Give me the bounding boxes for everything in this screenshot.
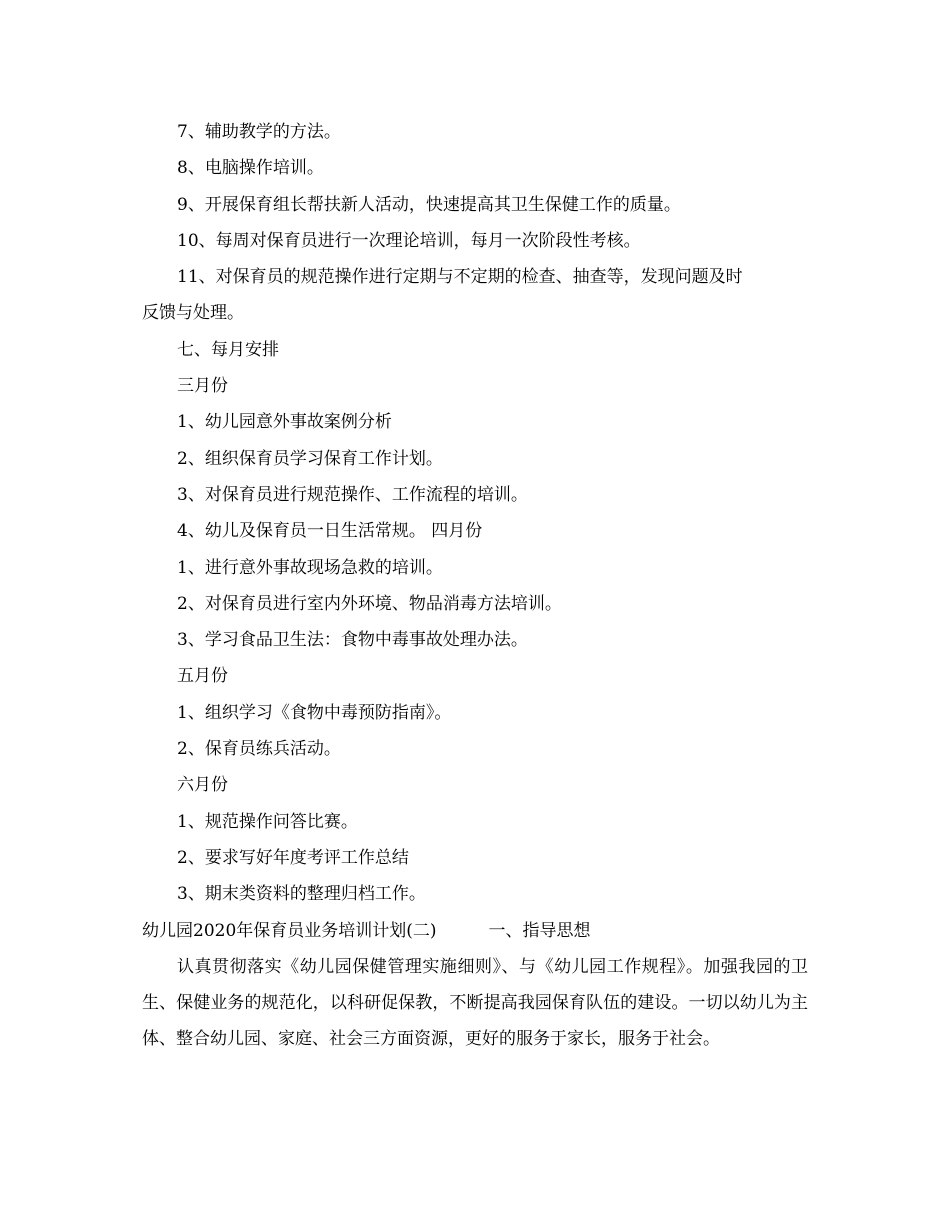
plan2-heading-line [142,913,808,949]
june-item-1: 1、规范操作问答比赛。 [177,811,358,832]
april-item-3: 3、学习食品卫生法：食物中毒事故处理办法。 [177,630,528,651]
march-item-4: 4、幼儿及保育员一日生活常规。 四月份 [177,521,483,542]
may-item-1: 1、组织学习《食物中毒预防指南》。 [177,702,452,723]
june-item-3: 3、期末类资料的整理归档工作。 [177,884,426,905]
april-item-2: 2、对保育员进行室内外环境、物品消毒方法培训。 [177,593,562,614]
document-page [142,114,808,1058]
plan2-section-1-title: 一、指导思想 [488,920,591,941]
item-7: 7、辅助教学的方法。 [177,122,341,142]
plan2-guiding-paragraph: 认真贯彻落实《幼儿园保健管理实施细则》、与《幼儿园工作规程》。加强我园的卫生、保健业务的规范化，以科研促保教，不断提高我园保育队伍的建设。一切以幼儿为主体、整合幼儿园、家庭、社会三方面资源，更好的服务于家长，服务于社会。 [142,956,808,1050]
june-title: 六月份 [177,775,228,796]
item-8: 8、电脑操作培训。 [177,158,324,179]
item-10: 10、每周对保育员进行一次理论培训，每月一次阶段性考核。 [177,230,641,251]
item-11-line2: 反馈与处理。 [142,303,244,324]
item-9: 9、开展保育组长帮扶新人活动，快速提高其卫生保健工作的质量。 [177,194,681,215]
march-item-3: 3、对保育员进行规范操作、工作流程的培训。 [177,484,528,505]
june-item-2: 2、要求写好年度考评工作总结 [177,847,409,868]
item-11-line1: 11、对保育员的规范操作进行定期与不定期的检查、抽查等，发现问题及时 [177,267,743,288]
march-title: 三月份 [177,376,228,397]
march-item-1: 1、幼儿园意外事故案例分析 [177,412,392,433]
may-item-2: 2、保育员练兵活动。 [177,739,341,760]
april-item-1: 1、进行意外事故现场急救的培训。 [177,557,443,578]
may-title: 五月份 [177,666,228,687]
plan2-title: 幼儿园2020年保育员业务培训计划(二) [142,920,437,941]
march-item-2: 2、组织保育员学习保育工作计划。 [177,448,443,469]
section-7-title: 七、每月安排 [177,339,279,360]
